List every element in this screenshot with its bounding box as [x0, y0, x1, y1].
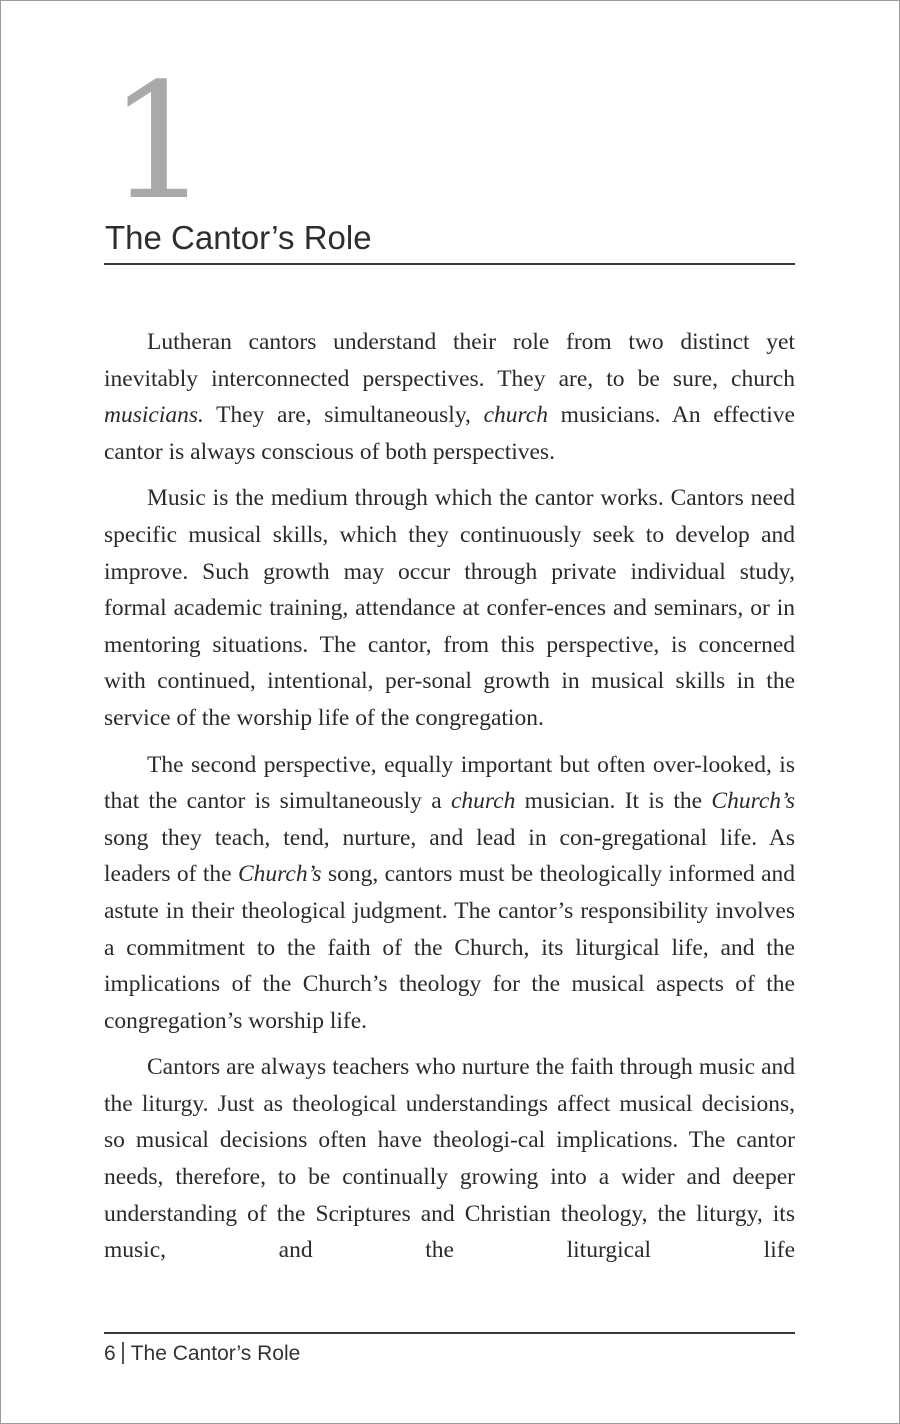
italic-text: musicians.: [104, 402, 204, 429]
page-number: 6: [104, 1342, 116, 1365]
italic-text: Church’s: [237, 861, 322, 888]
body-paragraph: [104, 1049, 795, 1269]
paragraph-text: musicians. An effective cantor is always conscious of both perspectives.: [104, 402, 795, 465]
paragraph-text: song, cantors must be theologically informed and astute in their theological judgment. The cantor’s responsibility involves a commitment to the faith of the Church, its liturgical life, and the implications of the Church’s theology for the musical aspects of the congregation’s worship life.: [104, 861, 796, 1034]
footer-divider: [104, 1332, 795, 1334]
body-text: [104, 324, 795, 1279]
paragraph-text: musician. It is the: [515, 788, 712, 815]
paragraph-text: song they teach, tend, nurture, and lead in con-​gregational life. As leaders of the: [104, 824, 795, 888]
running-title: The Cantor’s Role: [130, 1342, 301, 1365]
italic-text: church: [483, 402, 548, 429]
page-footer: [104, 1340, 300, 1368]
paragraph-text: Music is the medium through which the cantor works. Cantors need specific musical skills, which they continuously seek to develop and improve. Such growth may occur through private individual study, formal academic training, attendance at confer-​ences and seminars, or in mentoring situations. The cantor, from this perspective, is concerned with continued, intentional, per-​sonal growth in musical skills in the service of the worship life of the congregation.: [104, 485, 795, 731]
title-divider: [104, 263, 795, 265]
paragraph-text: Cantors are always teachers who nurture the faith through music and the liturgy. Just as theological understandings affect musical decisions, so musical decisions often have theologi-​cal implications. The cantor needs, therefore, to be continually growing into a wider and deeper understanding of the Scriptures and Christian theology, the liturgy, its music, and the liturgical life: [104, 1054, 795, 1264]
paragraph-text: Lutheran cantors understand their role from two distinct yet inevitably interconnected perspectives. They are, to be sure, church: [104, 329, 795, 392]
body-paragraph: [104, 324, 795, 470]
body-paragraph: [104, 480, 795, 736]
paragraph-text: They are, simultaneously,: [203, 402, 484, 429]
footer-separator: [122, 1342, 124, 1364]
italic-text: Church’s: [711, 788, 795, 815]
body-paragraph: [104, 747, 795, 1040]
paragraph-text: The second perspective, equally important but often over-​looked, is that the cantor is simultaneously a: [104, 751, 795, 815]
chapter-number: 1: [108, 48, 206, 235]
italic-text: church: [450, 788, 516, 815]
chapter-title: The Cantor’s Role: [105, 219, 372, 256]
